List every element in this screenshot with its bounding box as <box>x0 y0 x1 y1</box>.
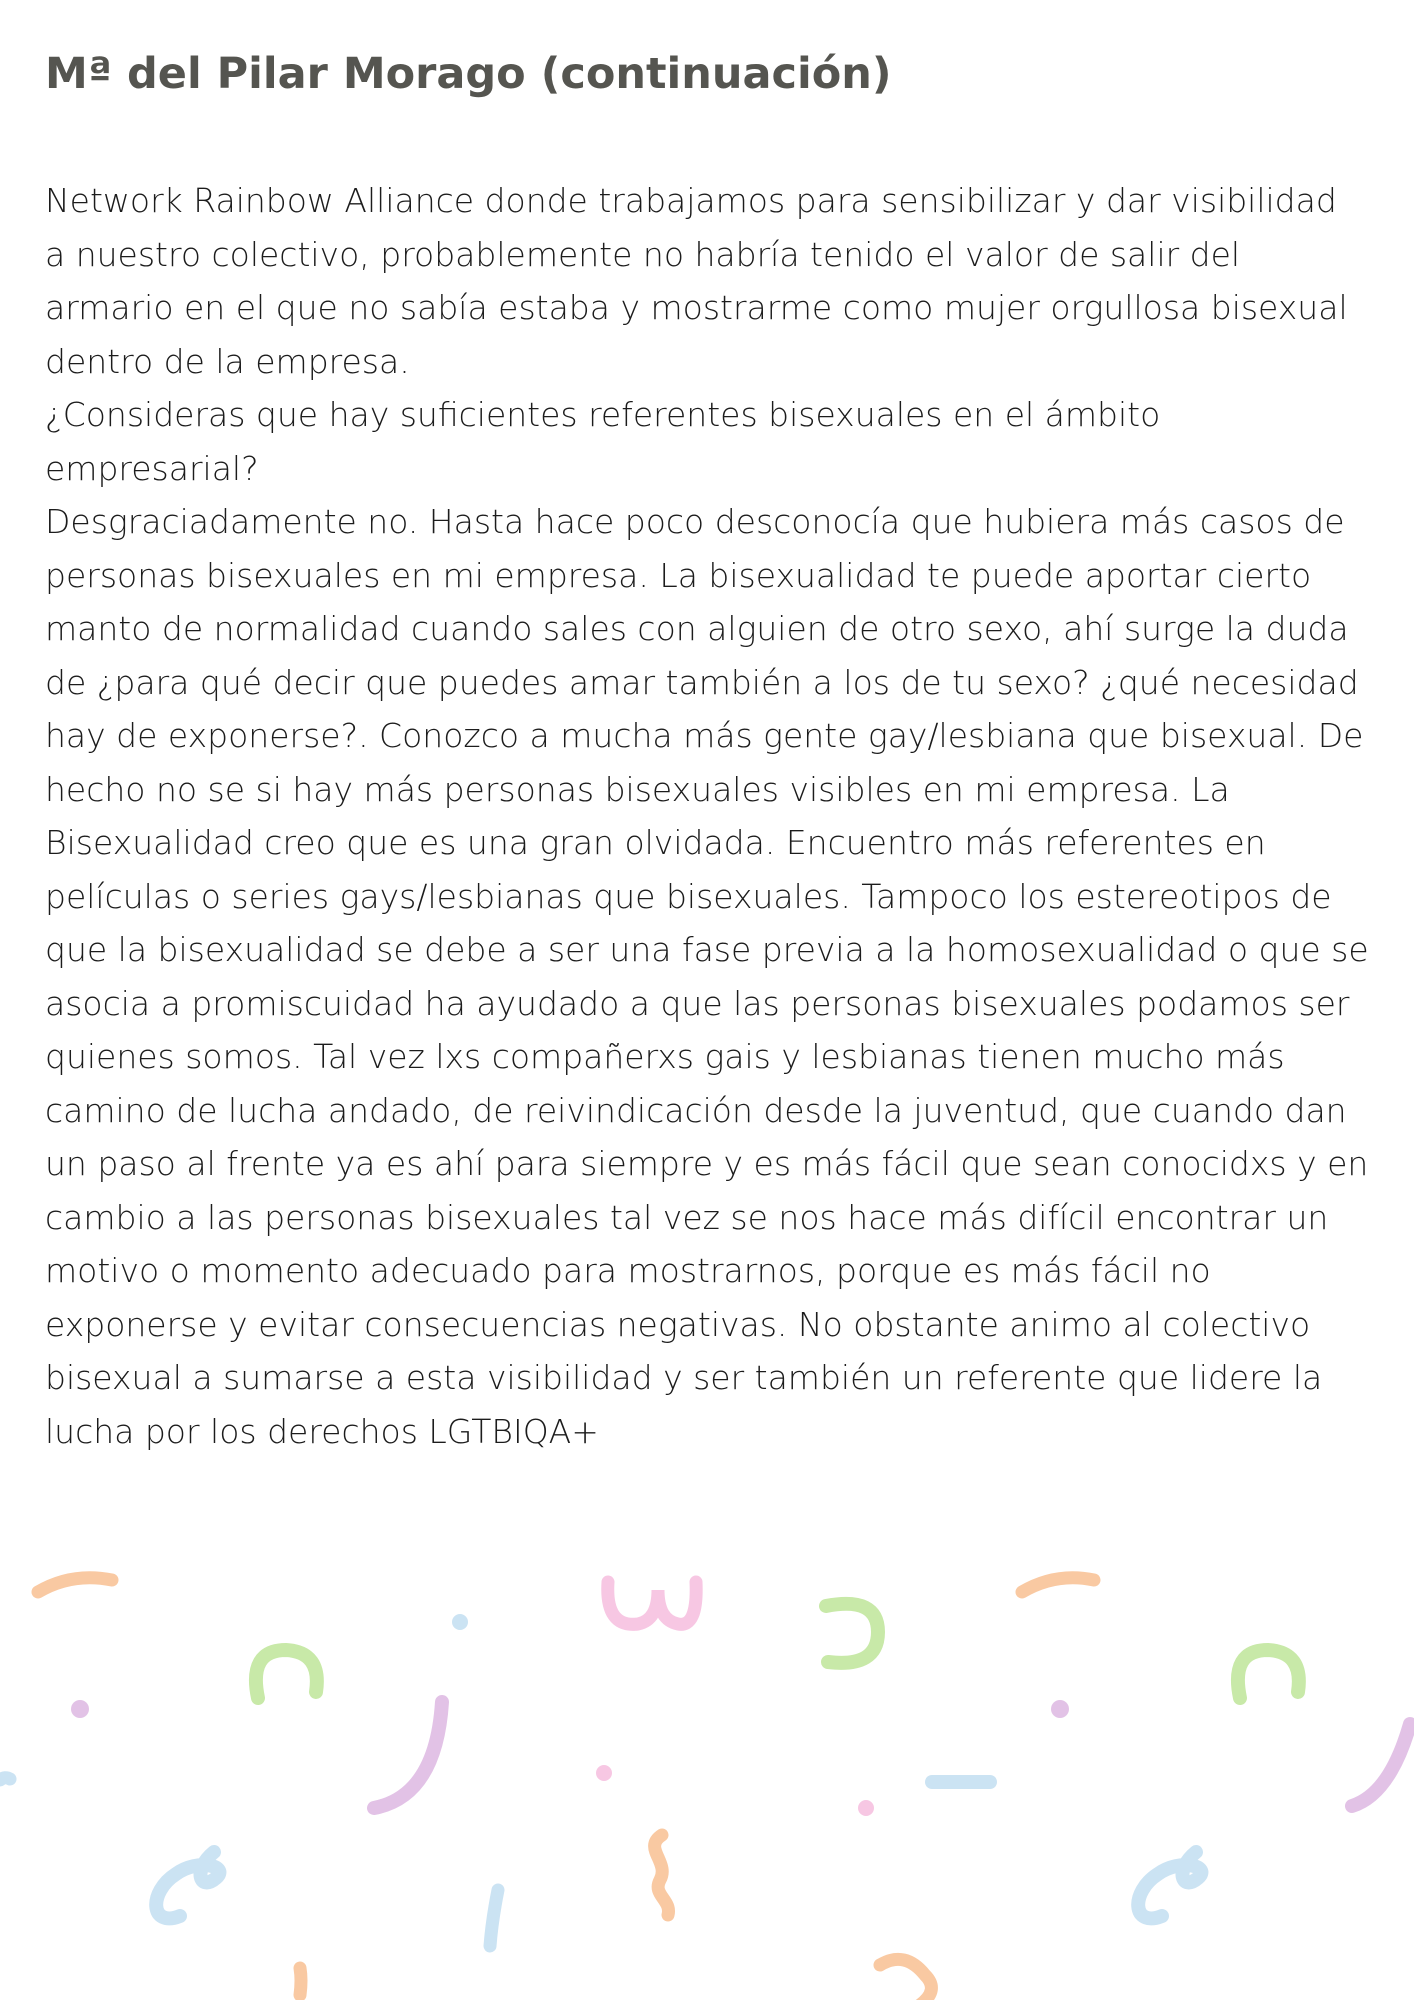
confetti-piece <box>655 1835 669 1915</box>
confetti-dot <box>452 1614 468 1630</box>
confetti-dot <box>1051 1700 1069 1718</box>
confetti-piece <box>880 1959 931 2000</box>
confetti-piece <box>1138 1852 1201 1918</box>
confetti-piece <box>1022 1578 1094 1592</box>
page-title: Mª del Pilar Morago (continuación) <box>45 49 892 99</box>
confetti-piece <box>490 1890 498 1946</box>
confetti-piece <box>256 1650 317 1698</box>
intro-paragraph: Network Rainbow Alliance donde trabajamos para sensibilizar y dar visibilidad a nuestro colectivo, probablemente no habría tenido el valor de salir del armario en el que no sabía estaba y mostrarme como mujer orgullosa bisexual dentro de la empresa. <box>45 181 1348 381</box>
interview-question: ¿Consideras que hay suficientes referentes bisexuales en el ámbito empresarial? <box>45 395 1161 488</box>
confetti-piece <box>608 1582 696 1624</box>
confetti-piece <box>374 1702 442 1808</box>
confetti-dot <box>858 1800 874 1816</box>
confetti-piece <box>826 1604 878 1663</box>
confetti-piece <box>156 1852 219 1918</box>
confetti-dot <box>71 1700 89 1718</box>
confetti-dot <box>596 1765 612 1781</box>
article-body <box>45 174 1375 1458</box>
confetti-piece <box>300 1968 301 1995</box>
interview-answer: Desgraciadamente no. Hasta hace poco desconocía que hubiera más casos de personas bisexuales en mi empresa. La bisexualidad te puede aportar cierto manto de normalidad cuando sales con alguien de otro sexo, ahí surge la duda de ¿para qué decir que puedes amar también a los de tu sexo? ¿qué necesidad hay de exponerse?. Conozco a mucha más gente gay/lesbiana que bisexual. De hecho no se si hay más personas bisexuales visibles en mi empresa. La Bisexualidad creo que es una gran olvidada. Encuentro más referentes en películas o series gays/lesbianas que bisexuales. Tampoco los estereotipos de que la bisexualidad se debe a ser una fase previa a la homosexualidad o que se asocia a promiscuidad ha ayudado a que las personas bisexuales podamos ser quienes somos. Tal vez lxs compañerxs gais y lesbianas tienen mucho más camino de lucha andado, de reivindicación desde la juventud, que cuando dan un paso al frente ya es ahí para siempre y es más fácil que sean conocidxs y en cambio a las personas bisexuales tal vez se nos hace más difícil encontrar un motivo o momento adecuado para mostrarnos, porque es más fácil no exponerse y evitar consecuencias negativas. No obstante animo al colectivo bisexual a sumarse a esta visibilidad y ser también un referente que lidere la lucha por los derechos LGTBIQA+ <box>45 502 1369 1451</box>
confetti-piece <box>1238 1650 1299 1698</box>
confetti-piece <box>0 1778 10 1780</box>
confetti-piece <box>38 1578 112 1592</box>
confetti-piece <box>1352 1724 1410 1806</box>
confetti-decoration <box>0 1550 1414 2000</box>
